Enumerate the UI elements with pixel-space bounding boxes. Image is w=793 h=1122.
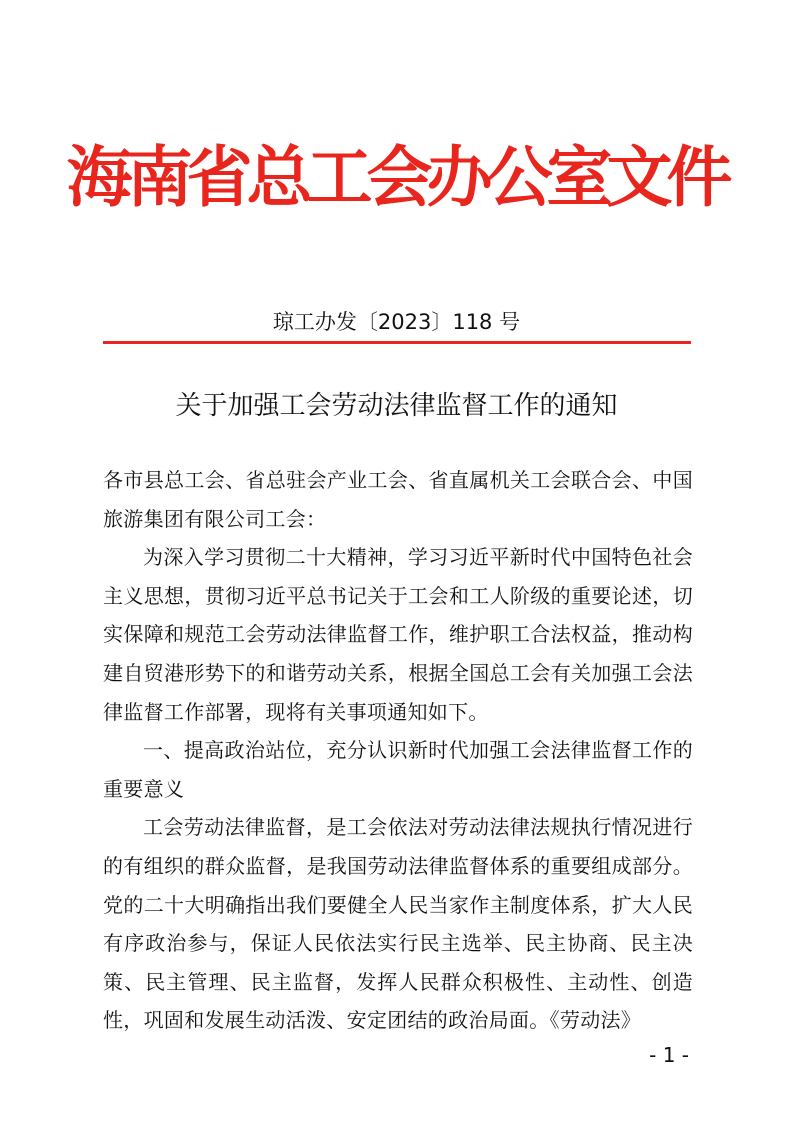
- red-divider-line: [103, 341, 691, 344]
- notice-title: 关于加强工会劳动法律监督工作的通知: [175, 391, 618, 421]
- document-number: 琼工办发〔2023〕118 号: [272, 310, 521, 334]
- document-issuer-title: 海南省总工会办公室文件: [66, 138, 727, 216]
- addressee-paragraph: 各市县总工会、省总驻会产业工会、省直属机关工会联合会、中国旅游集团有限公司工会：: [103, 468, 693, 531]
- body-paragraph: 为深入学习贯彻二十大精神，学习习近平新时代中国特色社会主义思想，贯彻习近平总书记关于工会和工人阶级的重要论述，切实保障和规范工会劳动法律监督工作，维护职工合法权益，推动构建自贸港形势下的和谐劳动关系，根据全国总工会有关加强工会法律监督工作部署，现将有关事项通知如下。: [103, 545, 693, 724]
- document-body: [103, 461, 693, 1040]
- body-paragraph: 工会劳动法律监督，是工会依法对劳动法律法规执行情况进行的有组织的群众监督，是我国劳动法律监督体系的重要组成部分。党的二十大明确指出我们要健全人民当家作主制度体系，扩大人民有序政治参与，保证人民依法实行民主选举、民主协商、民主决策、民主管理、民主监督，发挥人民群众积极性、主动性、创造性，巩固和发展生动活泼、安定团结的政治局面。《劳动法》: [103, 815, 693, 1033]
- section-heading: 一、提高政治站位，充分认识新时代加强工会法律监督工作的重要意义: [103, 738, 693, 801]
- page-number: - 1 -: [649, 1043, 689, 1067]
